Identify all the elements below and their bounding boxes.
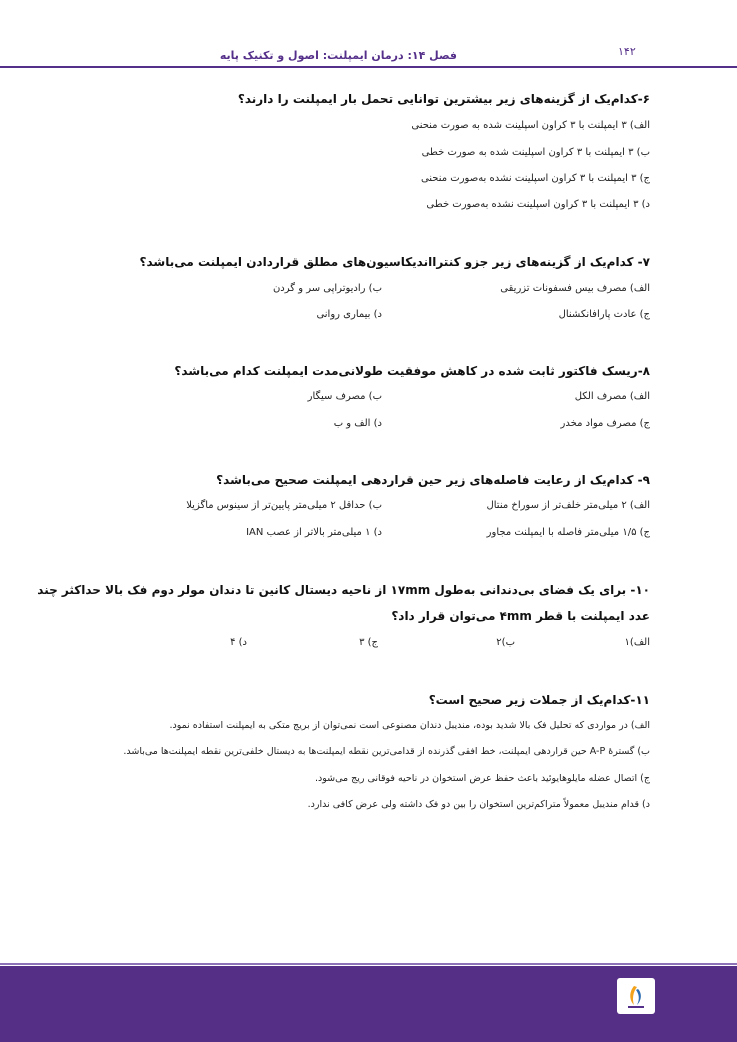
question-8-option-d: د) الف و ب [333, 418, 382, 429]
question-8-option-c: ج) مصرف مواد مخدر [560, 418, 650, 429]
question-7-option-a: الف) مصرف بیس فسفونات تزریقی [500, 283, 650, 294]
question-6-option-b: ب) ۳ ایمپلنت با ۳ کراون اسپلینت شده به صورت خطی [421, 147, 650, 158]
question-11-option-a: الف) در مواردی که تحلیل فک بالا شدید بوده، مندیبل دندان مصنوعی است نمی‌توان از بریج متکی به ایمپلنت استفاده نمود. [169, 720, 650, 731]
question-11-option-d: د) قدام مندیبل معمولاً متراکم‌ترین استخوان را بین دو فک داشته ولی عرض کافی ندارد. [307, 799, 650, 810]
publisher-logo-icon [617, 978, 655, 1014]
question-9-title: ۹- کدام‌یک از رعایت فاصله‌های زیر حین قراردهی ایمپلنت صحیح می‌باشد؟ [216, 473, 650, 487]
question-9-option-a: الف) ۲ میلی‌متر خلف‌تر از سوراخ منتال [486, 500, 650, 511]
page-number: ۱۴۲ [618, 45, 636, 58]
question-8-option-b: ب) مصرف سیگار [307, 391, 382, 402]
question-10-option-d: د) ۴ [230, 637, 247, 648]
question-11-title: ۱۱-کدام‌یک از جملات زیر صحیح است؟ [428, 693, 650, 707]
question-7-option-c: ج) عادت پارافانکشنال [558, 309, 650, 320]
question-8-option-a: الف) مصرف الکل [574, 391, 650, 402]
question-10-option-c: ج) ۳ [359, 637, 378, 648]
question-6-option-a: الف) ۳ ایمپلنت با ۳ کراون اسپلینت شده به صورت منحنی [411, 120, 650, 131]
question-6-option-d: د) ۳ ایمپلنت با ۳ کراون اسپلینت نشده به‌صورت خطی [426, 199, 650, 210]
publisher-logo [617, 978, 655, 1014]
question-11-option-c: ج) اتصال عضله مایلوهایوئید باعث حفظ عرض استخوان در ناحیه فوقانی ریج می‌شود. [314, 773, 650, 784]
question-7-option-b: ب) رادیوتراپی سر و گردن [272, 283, 382, 294]
question-7-title: ۷- کدام‌یک از گزینه‌های زیر جزو کنترااندیکاسیون‌های مطلق قراردادن ایمپلنت می‌باشد؟ [139, 255, 650, 269]
footer-divider [0, 963, 737, 965]
question-10-option-b: ب)۲ [496, 637, 515, 648]
question-10-title-line-1: ۱۰- برای یک فضای بی‌دندانی به‌طول ۱۷mm از ناحیه دیستال کانین تا دندان مولر دوم فک بالا حداکثر چند [37, 583, 650, 597]
question-11-option-b: ب) گسترهٔ A-P حین قراردهی ایمپلنت، خط افقی گذرنده از قدامی‌ترین نقطه ایمپلنت‌ها به دیستال خلفی‌ترین نقطه ایمپلنت‌ها می‌باشد. [123, 746, 650, 757]
question-6-title: ۶-کدام‌یک از گزینه‌های زیر بیشترین توانایی تحمل بار ایمپلنت را دارند؟ [237, 92, 650, 106]
question-9-option-d: د) ۱ میلی‌متر بالاتر از عصب IAN [246, 527, 382, 538]
question-8-title: ۸-ریسک فاکتور ثابت شده در کاهش موفقیت طولانی‌مدت ایمپلنت کدام می‌باشد؟ [174, 364, 650, 378]
question-9-option-b: ب) حداقل ۲ میلی‌متر پایین‌تر از سینوس ماگزیلا [186, 500, 382, 511]
question-9-option-c: ج) ۱/۵ میلی‌متر فاصله با ایمپلنت مجاور [486, 527, 650, 538]
question-10-option-a: الف)۱ [624, 637, 650, 648]
chapter-title: فصل ۱۴: درمان ایمپلنت: اصول و تکنیک پایه [219, 49, 457, 62]
question-6-option-c: ج) ۳ ایمپلنت با ۳ کراون اسپلینت نشده به‌صورت منحنی [420, 173, 650, 184]
question-10-title-line-2: عدد ایمپلنت با قطر ۴mm می‌توان قرار داد؟ [391, 609, 650, 623]
question-7-option-d: د) بیماری روانی [316, 309, 382, 320]
